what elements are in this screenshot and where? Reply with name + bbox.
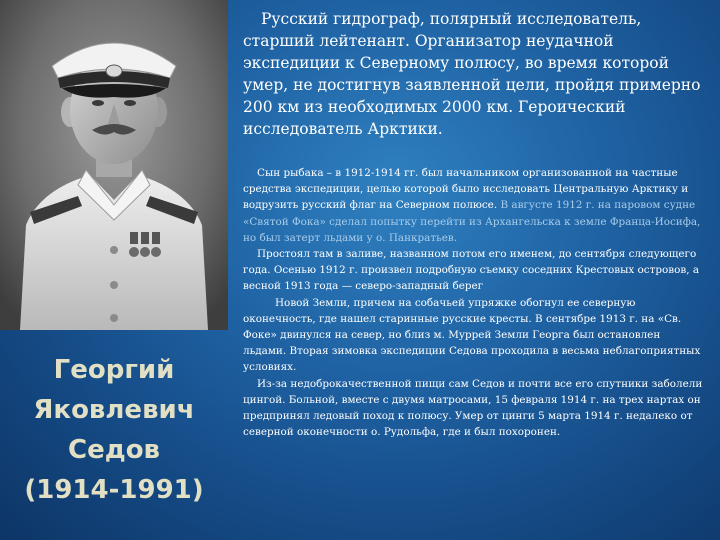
bio-paragraph-2: Простоял там в заливе, названном потом его именем, до сентября следующего года. Осенью 1912 г. произвел подробную съемку соседних Крестовых островов, а весной 1913 года — северо-западный берег <box>243 248 700 293</box>
portrait-photo-icon <box>0 0 228 330</box>
intro-text: Русский гидрограф, полярный исследователь, старший лейтенант. Организатор неудачной экспедиции к Северному полюсу, во время которой умер, не достигнув заявленной цели, пройдя примерно 200 км из необходимых 2000 км. Героический исследователь Арктики. <box>243 10 701 138</box>
first-name: Георгий <box>53 355 175 385</box>
portrait-photo <box>0 0 228 330</box>
bio-paragraph-4: Из-за недоброкачественной пищи сам Седов и почти все его спутники заболели цингой. Больной, вместе с двумя матросами, 15 февраля 1914 г. на трех нартах он предпринял ледовый поход к полюсу. Умер от цинги 5 марта 1914 г. недалеко от северной оконечности о. Рудольфа, где и был похоронен. <box>243 377 703 439</box>
last-name: Седов <box>67 435 161 465</box>
bio-paragraph-1-faded: В августе 1912 г. на паровом судне «Святой Фока» сделал попытку перейти из Архангельска к земле Франца-Иосифа, но был затерт льдами у о. Панкратьев. <box>243 199 701 244</box>
life-years: (1914-1991) <box>24 475 204 505</box>
bio-paragraph-1 <box>243 165 705 246</box>
person-name-caption <box>0 330 228 530</box>
biography <box>243 165 705 440</box>
bio-paragraph-1-main: Сын рыбака – в 1912-1914 гг. был начальником организованной на частные средства экспедиции, целью которой было исследовать Центральную Арктику и водрузить русский флаг на Северном полюсе. <box>243 167 689 212</box>
patronymic: Яковлевич <box>33 395 195 425</box>
bio-paragraph-3: Новой Земли, причем на собачьей упряжке обогнул ее северную оконечность, где нашел старинные русские кресты. В сентябре 1913 г. на «Св. Фоке» двинулся на север, но близ м. Муррей Земли Георга был остановлен льдами. Вторая зимовка экспедиции Седова проходила в весьма неблагоприятных условиях. <box>243 296 701 374</box>
